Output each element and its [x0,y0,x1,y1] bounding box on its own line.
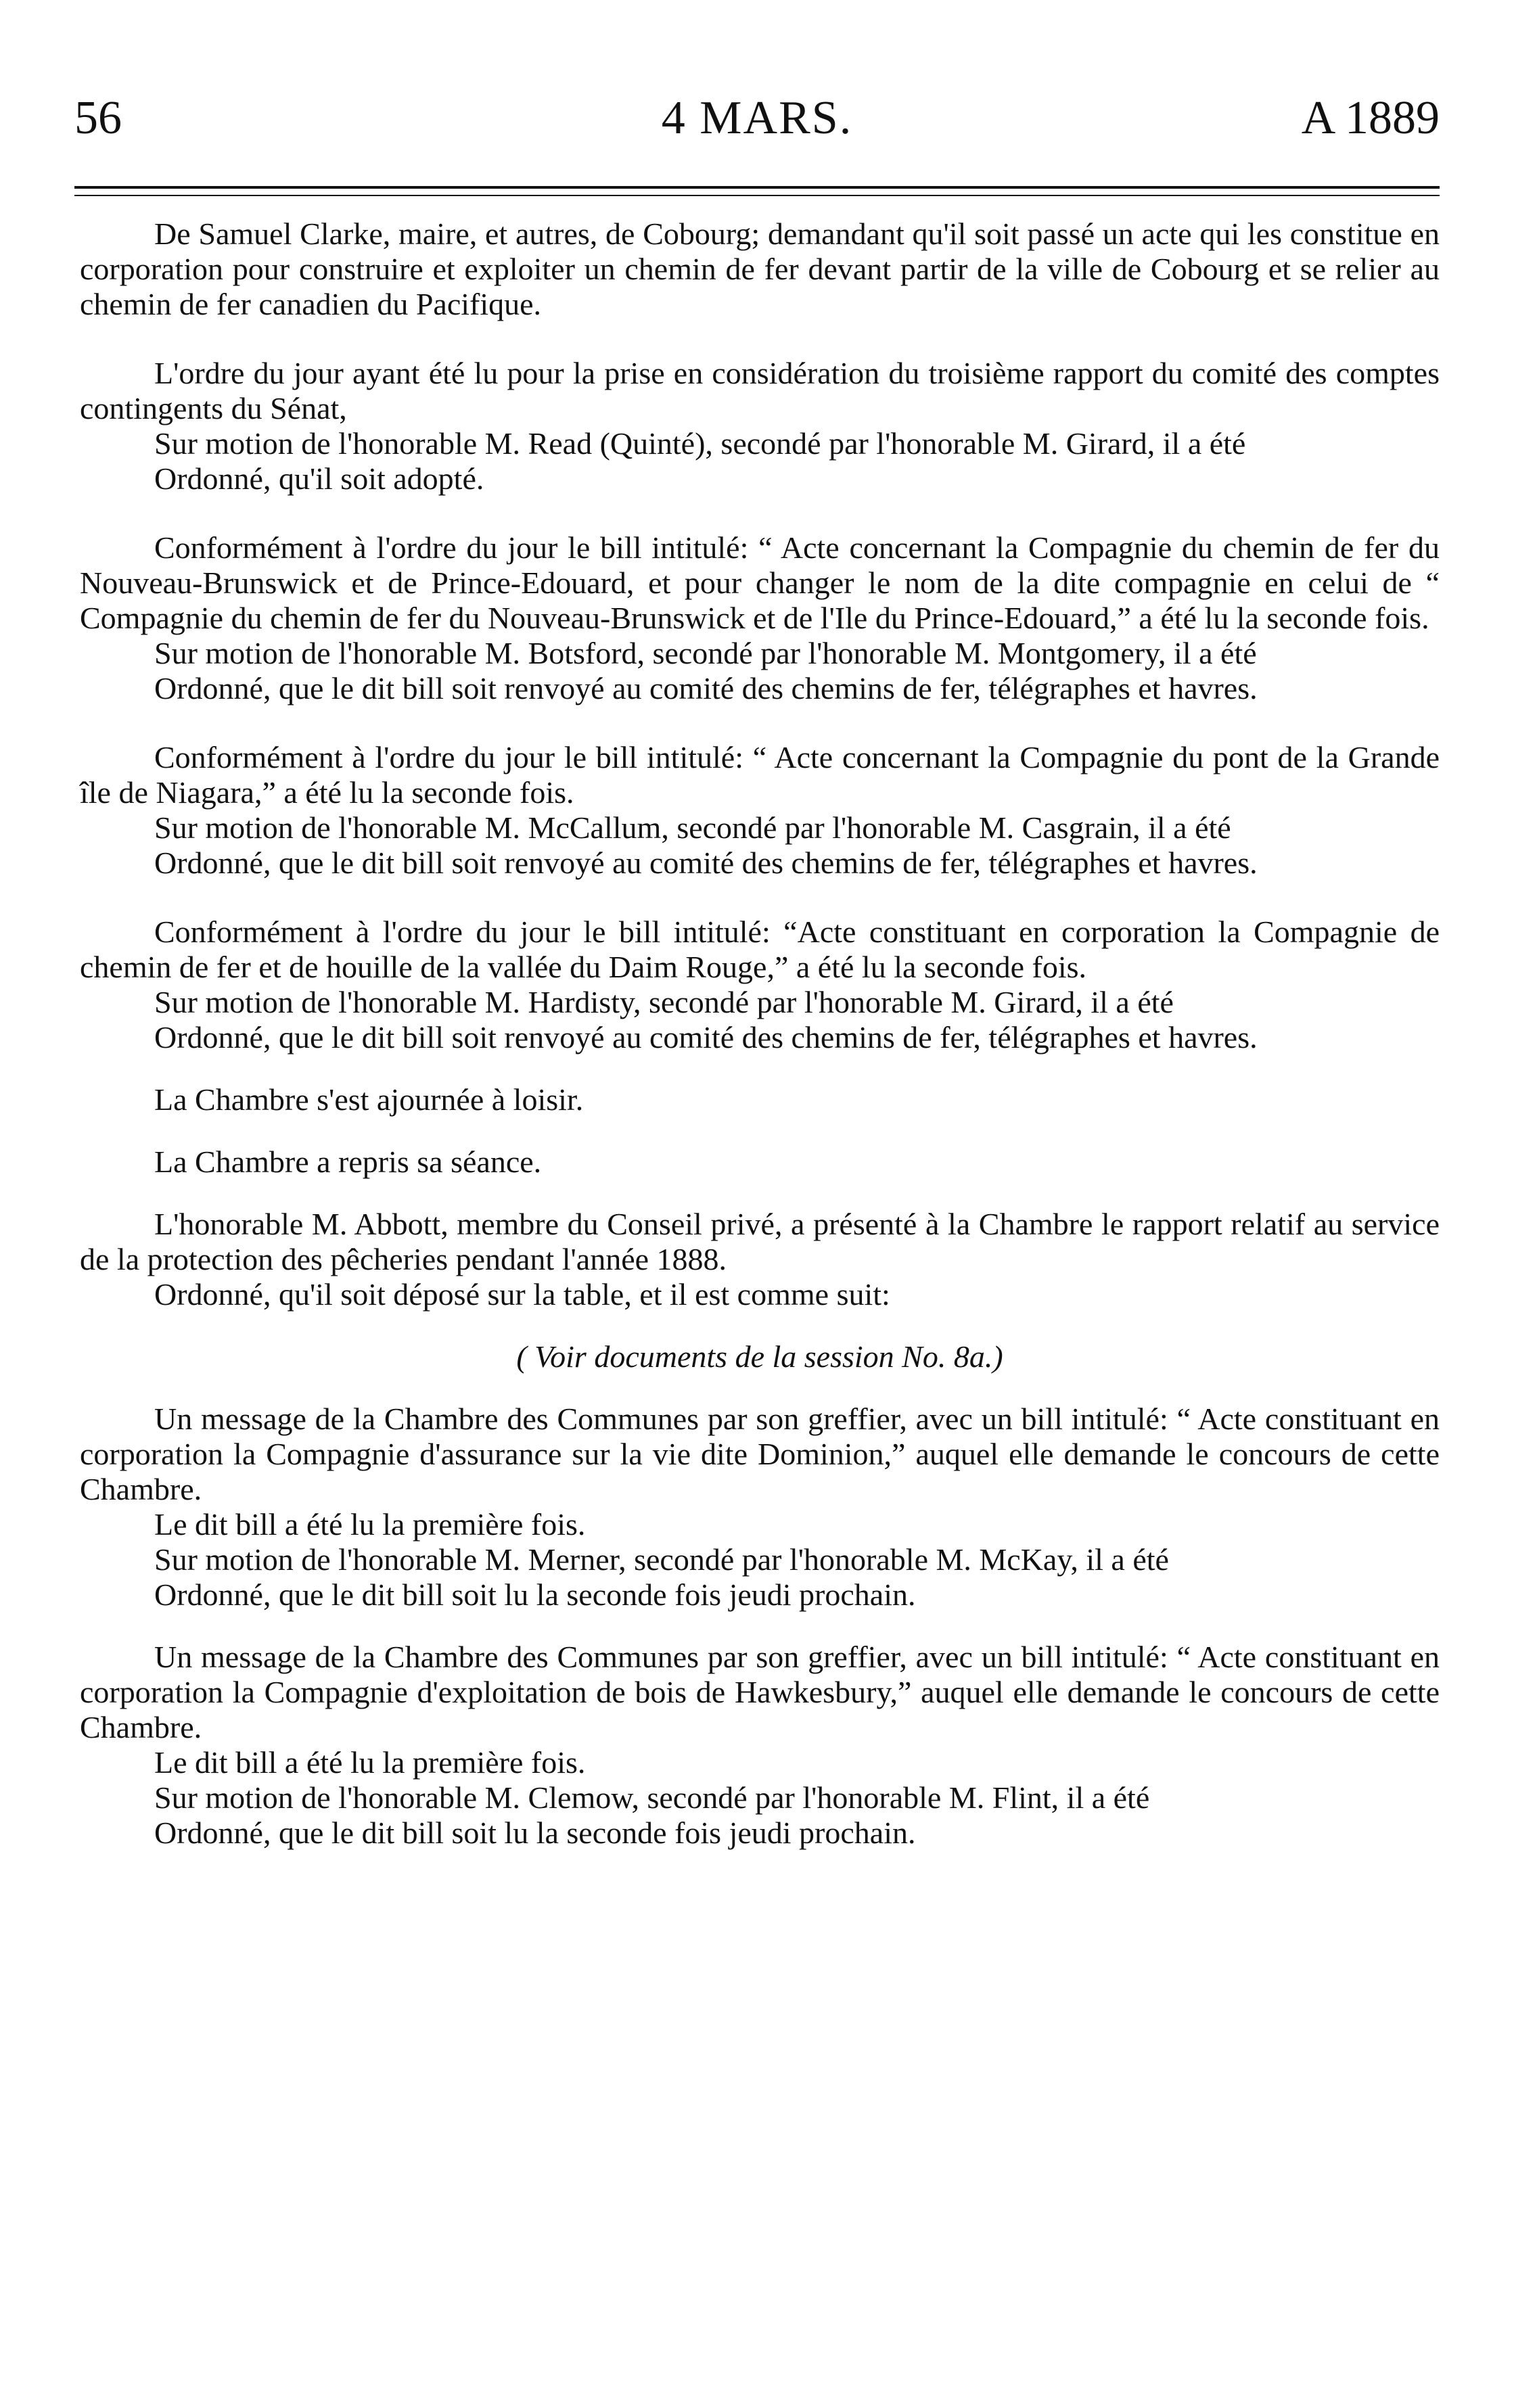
report-paragraph: L'honorable M. Abbott, membre du Conseil privé, a présenté à la Chambre le rapport relatif au service de la protection des pêcheries pendant l'année 1888. [80,1207,1440,1276]
resumption-paragraph: La Chambre a repris sa séance. [154,1144,542,1179]
adjournment-paragraph: La Chambre s'est ajournée à loisir. [154,1082,584,1117]
order-paragraph: Ordonné, que le dit bill soit renvoyé au comité des chemins de fer, télégraphes et havres. [154,1020,1258,1055]
document-reference: ( Voir documents de la session No. 8a.) [516,1339,1003,1374]
motion-paragraph: Sur motion de l'honorable M. Merner, secondé par l'honorable M. McKay, il a été [154,1542,1169,1577]
page-header [74,81,1440,156]
message-paragraph: Un message de la Chambre des Communes par son greffier, avec un bill intitulé: “ Acte constituant en corporation la Compagnie d'exploitation de bois de Hawkesbury,” auquel elle demande le concours de cette Chambre. [80,1640,1440,1744]
first-reading-paragraph: Le dit bill a été lu la première fois. [154,1745,586,1780]
document-body [80,216,1440,1851]
motion-paragraph: Sur motion de l'honorable M. Hardisty, secondé par l'honorable M. Girard, il a été [154,985,1174,1019]
order-paragraph: Ordonné, qu'il soit adopté. [154,461,484,496]
message-paragraph: Un message de la Chambre des Communes par son greffier, avec un bill intitulé: “ Acte constituant en corporation la Compagnie d'assurance sur la vie dite Dominion,” auquel elle demande le concours de cette Chambre. [80,1402,1440,1506]
petition-paragraph: De Samuel Clarke, maire, et autres, de Cobourg; demandant qu'il soit passé un acte qui les constitue en corporation pour construire et exploiter un chemin de fer devant partir de la ville de Cobourg et se relier au chemin de fer canadien du Pacifique. [80,216,1440,321]
order-paragraph: Ordonné, que le dit bill soit renvoyé au comité des chemins de fer, télégraphes et havres. [154,846,1258,880]
header-year: A 1889 [1301,92,1440,144]
order-of-day-paragraph: L'ordre du jour ayant été lu pour la prise en considération du troisième rapport du comité des comptes contingents du Sénat, [80,356,1440,425]
motion-paragraph: Sur motion de l'honorable M. Read (Quinté), secondé par l'honorable M. Girard, il a été [154,426,1246,461]
bill-paragraph: Conformément à l'ordre du jour le bill intitulé: “ Acte concernant la Compagnie du pont de la Grande île de Niagara,” a été lu la seconde fois. [80,740,1440,810]
header-rule-thin [74,195,1440,196]
motion-paragraph: Sur motion de l'honorable M. Clemow, secondé par l'honorable M. Flint, il a été [154,1780,1150,1815]
order-paragraph: Ordonné, que le dit bill soit lu la seconde fois jeudi prochain. [154,1577,916,1612]
page-number: 56 [74,92,122,144]
order-paragraph: Ordonné, qu'il soit déposé sur la table, et il est comme suit: [154,1277,890,1312]
first-reading-paragraph: Le dit bill a été lu la première fois. [154,1507,586,1542]
bill-paragraph: Conformément à l'ordre du jour le bill intitulé: “Acte constituant en corporation la Compagnie de chemin de fer et de houille de la vallée du Daim Rouge,” a été lu la seconde fois. [80,914,1440,984]
motion-paragraph: Sur motion de l'honorable M. Botsford, secondé par l'honorable M. Montgomery, il a été [154,636,1257,670]
header-rule-thick [74,186,1440,189]
order-paragraph: Ordonné, que le dit bill soit lu la seconde fois jeudi prochain. [154,1815,916,1850]
bill-paragraph: Conformément à l'ordre du jour le bill intitulé: “ Acte concernant la Compagnie du chemin de fer du Nouveau-Brunswick et de Prince-Edouard, et pour changer le nom de la dite compagnie en celui de “ Compagnie du chemin de fer du Nouveau-Brunswick et de l'Ile du Prince-Edouard,” a été lu la seconde fois. [80,530,1440,635]
header-date: 4 MARS. [661,92,853,144]
motion-paragraph: Sur motion de l'honorable M. McCallum, secondé par l'honorable M. Casgrain, il a été [154,810,1231,845]
order-paragraph: Ordonné, que le dit bill soit renvoyé au comité des chemins de fer, télégraphes et havres. [154,671,1258,705]
